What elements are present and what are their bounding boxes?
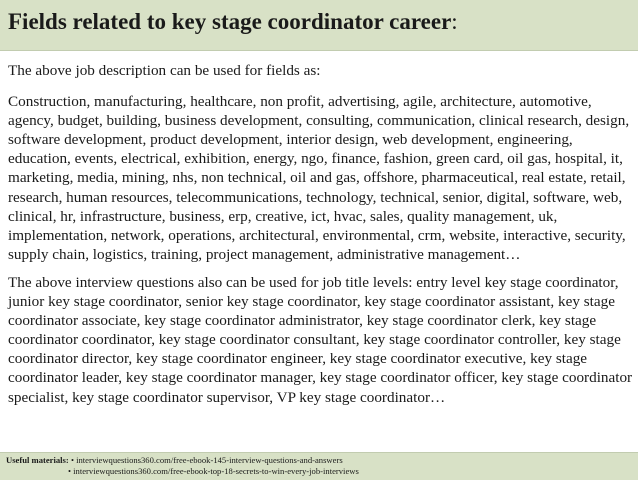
page-title-text: Fields related to key stage coordinator career [8, 9, 452, 34]
page-title-colon: : [451, 9, 458, 34]
useful-materials [6, 455, 359, 477]
useful-materials-label: Useful materials: [6, 455, 69, 465]
footer-link-2[interactable]: • interviewquestions360.com/free-ebook-top-18-secrets-to-win-every-job-interviews [68, 466, 359, 476]
footer-link-1[interactable]: • interviewquestions360.com/free-ebook-145-interview-questions-and-answers [70, 455, 343, 465]
intro-text: The above job description can be used for fields as: [8, 62, 321, 79]
footer-row-2 [6, 466, 359, 477]
page-title [8, 9, 458, 35]
slide-content [8, 61, 634, 407]
footer-row-1 [6, 455, 359, 466]
title-bar [0, 0, 638, 51]
fields-paragraph: Construction, manufacturing, healthcare, non profit, advertising, agile, architecture, automotive, agency, budget, building, business development, consulting, communication, clinical research, design, software development, product development, interior design, web development, engineering, education, events, electrical, exhibition, energy, ngo, finance, fashion, green card, oil gas, hospital, it, marketing, media, mining, nhs, non technical, oil and gas, offshore, pharmaceutical, real estate, retail, research, human resources, telecommunications, technology, technical, senior, digital, software, web, clinical, hr, infrastructure, business, erp, creative, ict, hvac, sales, quality management, uk, implementation, network, operations, architectural, environmental, crm, website, interactive, security, supply chain, logistics, training, project management, administrative management… [8, 93, 630, 263]
job-levels-paragraph: The above interview questions also can be used for job title levels: entry level key stage coordinator, junior key stage coordinator, senior key stage coordinator, key stage coordinator assistant, key stage coordinator associate, key stage coordinator administrator, key stage coordinator clerk, key stage coordinator coordinator, key stage coordinator consultant, key stage coordinator controller, key stage coordinator director, key stage coordinator engineer, key stage coordinator executive, key stage coordinator leader, key stage coordinator manager, key stage coordinator officer, key stage coordinator specialist, key stage coordinator supervisor, VP key stage coordinator… [8, 273, 633, 406]
footer-bar [0, 452, 638, 480]
footer-indent [6, 466, 68, 477]
